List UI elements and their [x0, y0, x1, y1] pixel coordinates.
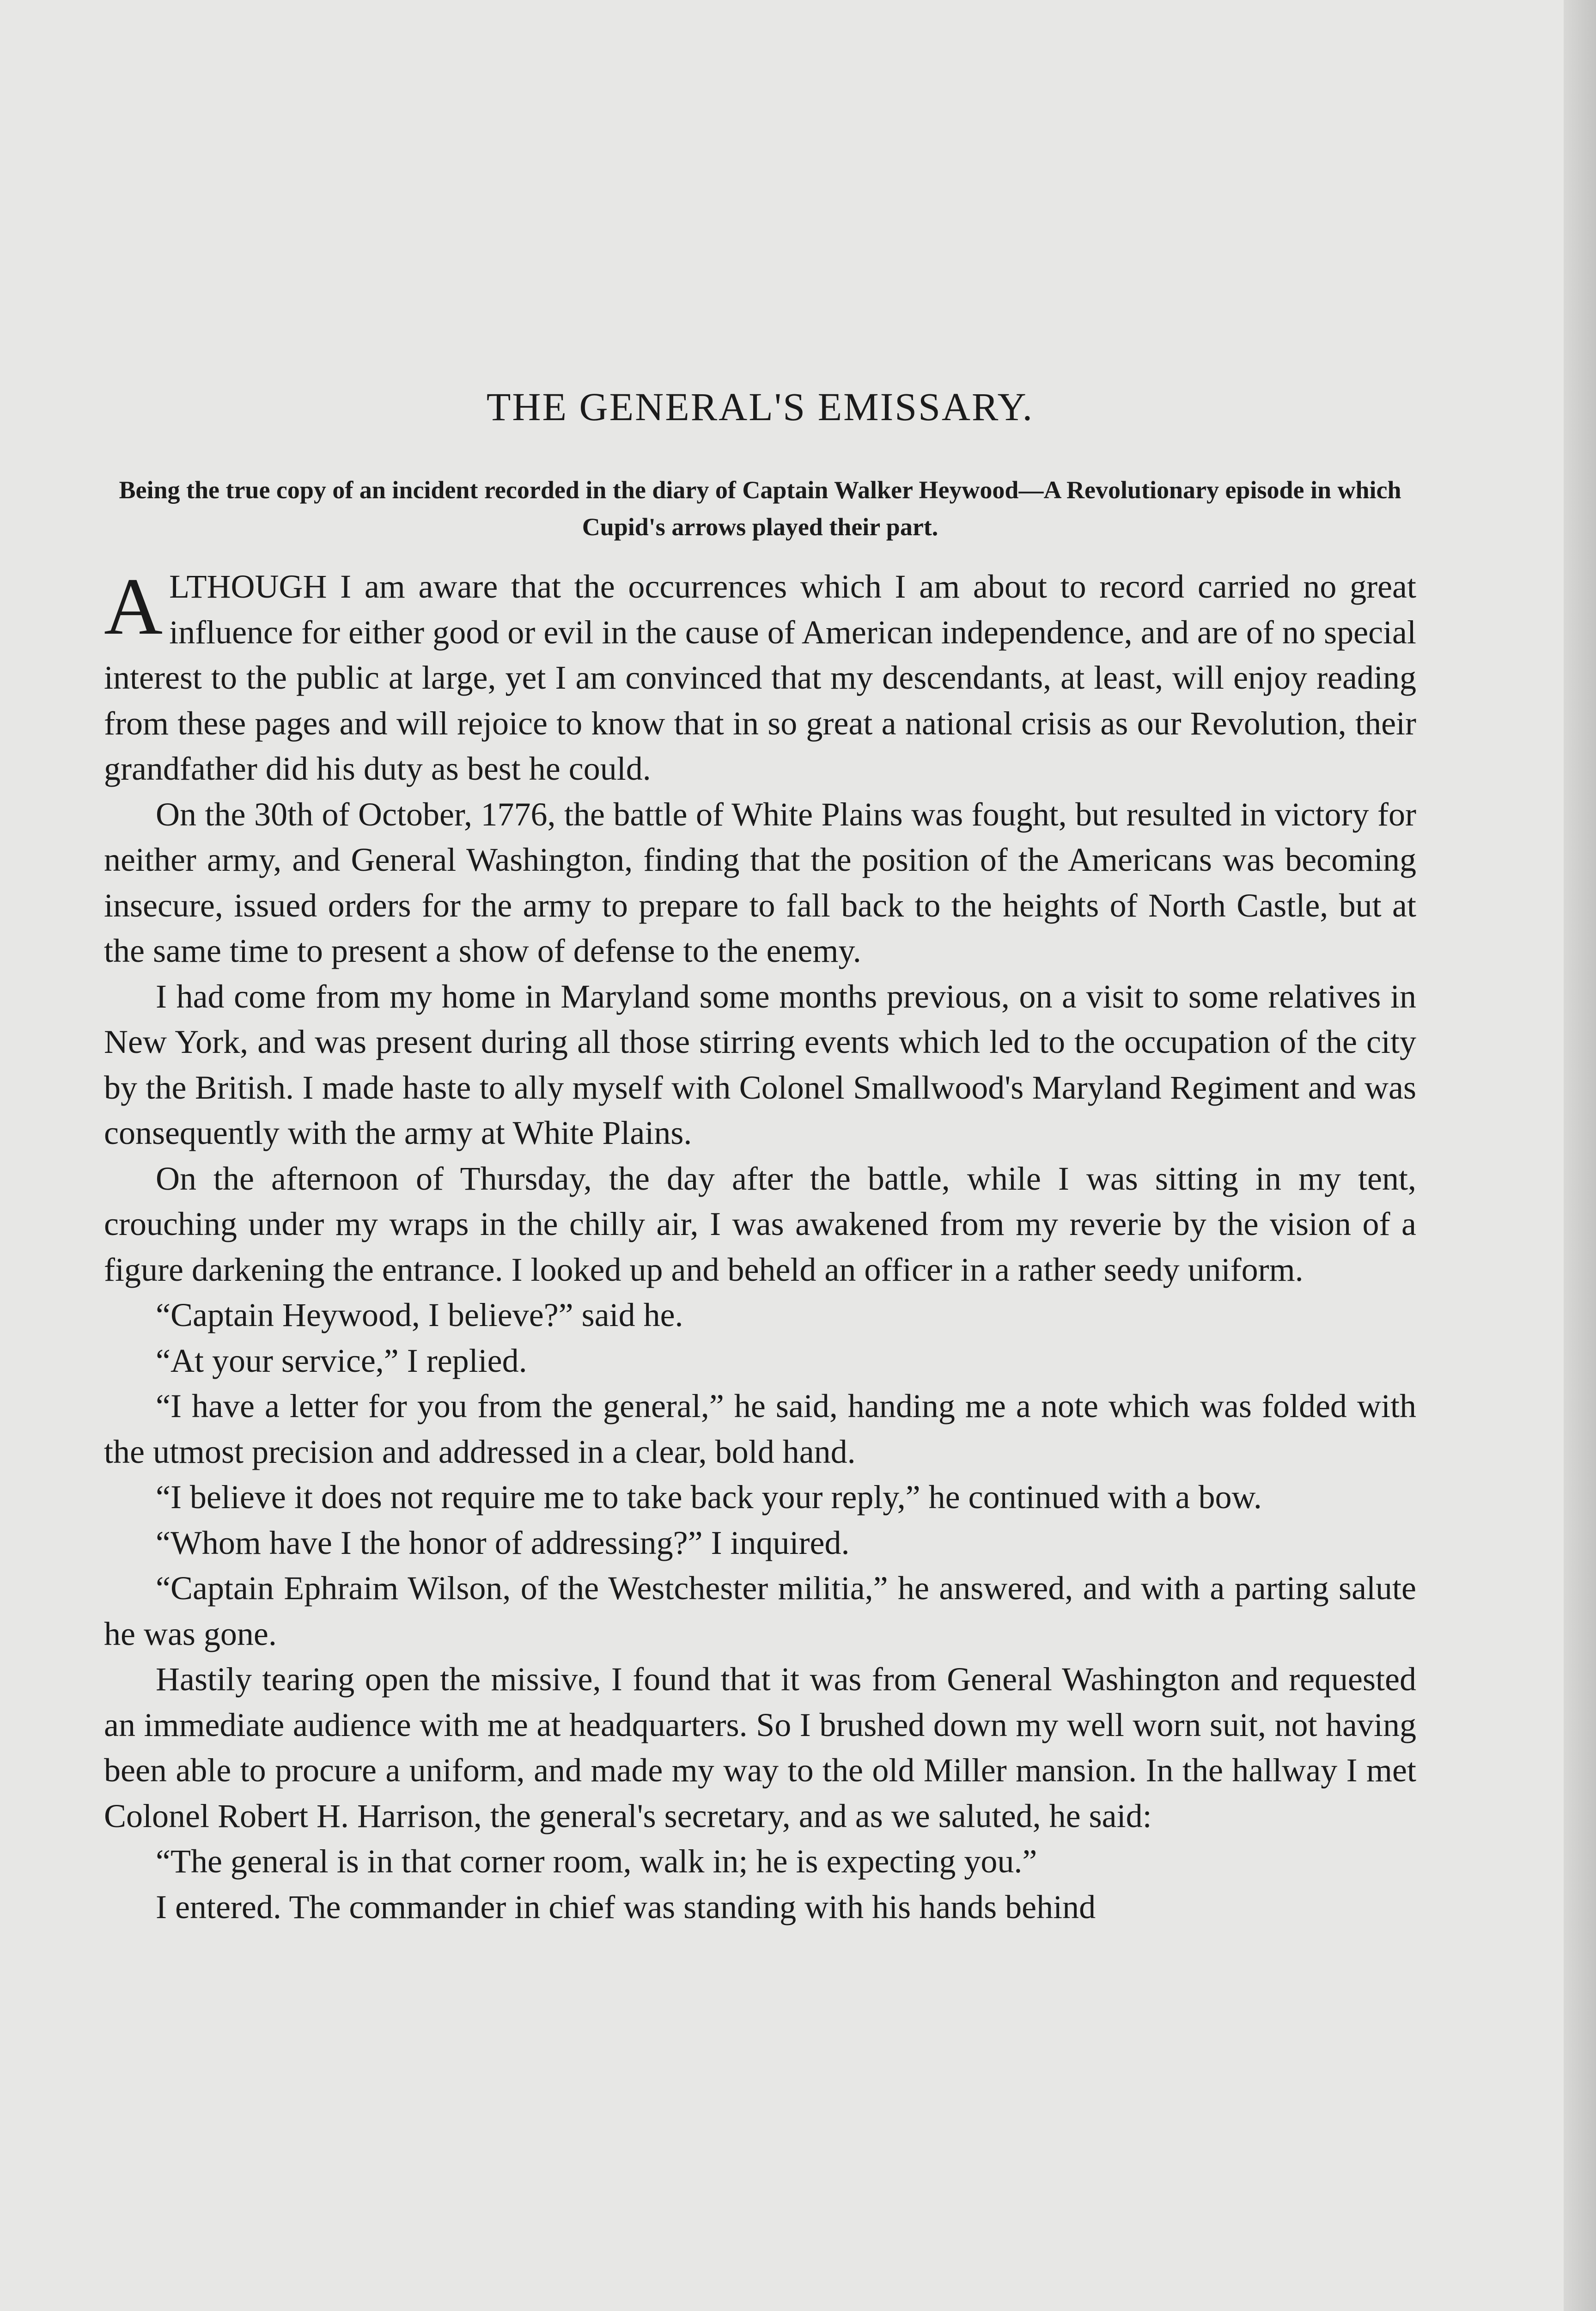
- paragraph-13: I entered. The commander in chief was standing with his hands behind: [156, 1888, 1096, 1926]
- paragraph-5: “Captain Heywood, I believe?” said he.: [156, 1296, 683, 1333]
- paragraph-4: On the afternoon of Thursday, the day after the battle, while I was sitting in my tent, crouching under my wraps in the chilly air, I was awakened from my reverie by the vision of a figure darkening the entrance. I looked up and beheld an officer in a rather seedy uniform.: [104, 1160, 1416, 1288]
- paragraph-2: On the 30th of October, 1776, the battle of White Plains was fought, but resulted in victory for neither army, and General Washington, finding that the position of the Americans was becoming insecure, issued orders for the army to prepare to fall back to the heights of North Castle, but at the same time to present a show of defense to the enemy.: [104, 795, 1416, 969]
- paragraph-6: “At your service,” I replied.: [156, 1342, 527, 1379]
- paragraph-8: “I believe it does not require me to take back your reply,” he continued with a bow.: [156, 1479, 1262, 1516]
- paragraph-9: “Whom have I the honor of addressing?” I inquired.: [156, 1524, 850, 1561]
- paragraph-7: “I have a letter for you from the general,” he said, handing me a note which was folded with the utmost precision and addressed in a clear, bold hand.: [104, 1388, 1416, 1470]
- paragraph-10: “Captain Ephraim Wilson, of the Westchester militia,” he answered, and with a parting salute he was gone.: [104, 1570, 1416, 1652]
- paragraph-3: I had come from my home in Maryland some months previous, on a visit to some relatives in New York, and was present during all those stirring events which led to the occupation of the city by the British. I made haste to ally myself with Colonel Smallwood's Maryland Regiment and was consequently with the army at White Plains.: [104, 978, 1416, 1151]
- paragraph-12: “The general is in that corner room, walk in; he is expecting you.”: [156, 1843, 1037, 1880]
- article: [104, 384, 1416, 1930]
- paragraph-1: ALTHOUGH I am aware that the occurrences which I am about to record carried no great influence for either good or evil in the cause of American independence, and are of no special interest to the public at large, yet I am convinced that my descendants, at least, will enjoy reading from these pages and will rejoice to know that in so great a national crisis as our Revolution, their grandfather did his duty as best he could.: [104, 562, 1416, 787]
- drop-cap: A: [104, 562, 163, 652]
- article-subtitle: Being the true copy of an incident recorded in the diary of Captain Walker Heywood—A Revolutionary episode in which Cupid's arrows played their part.: [119, 476, 1401, 541]
- page-edge: [1564, 0, 1596, 2311]
- article-title: THE GENERAL'S EMISSARY.: [486, 385, 1034, 429]
- paragraph-11: Hastily tearing open the missive, I found that it was from General Washington and requested an immediate audience with me at headquarters. So I brushed down my well worn suit, not having been able to procure a uniform, and made my way to the old Miller mansion. In the hallway I met Colonel Robert H. Harrison, the general's secretary, and as we saluted, he said:: [104, 1661, 1416, 1834]
